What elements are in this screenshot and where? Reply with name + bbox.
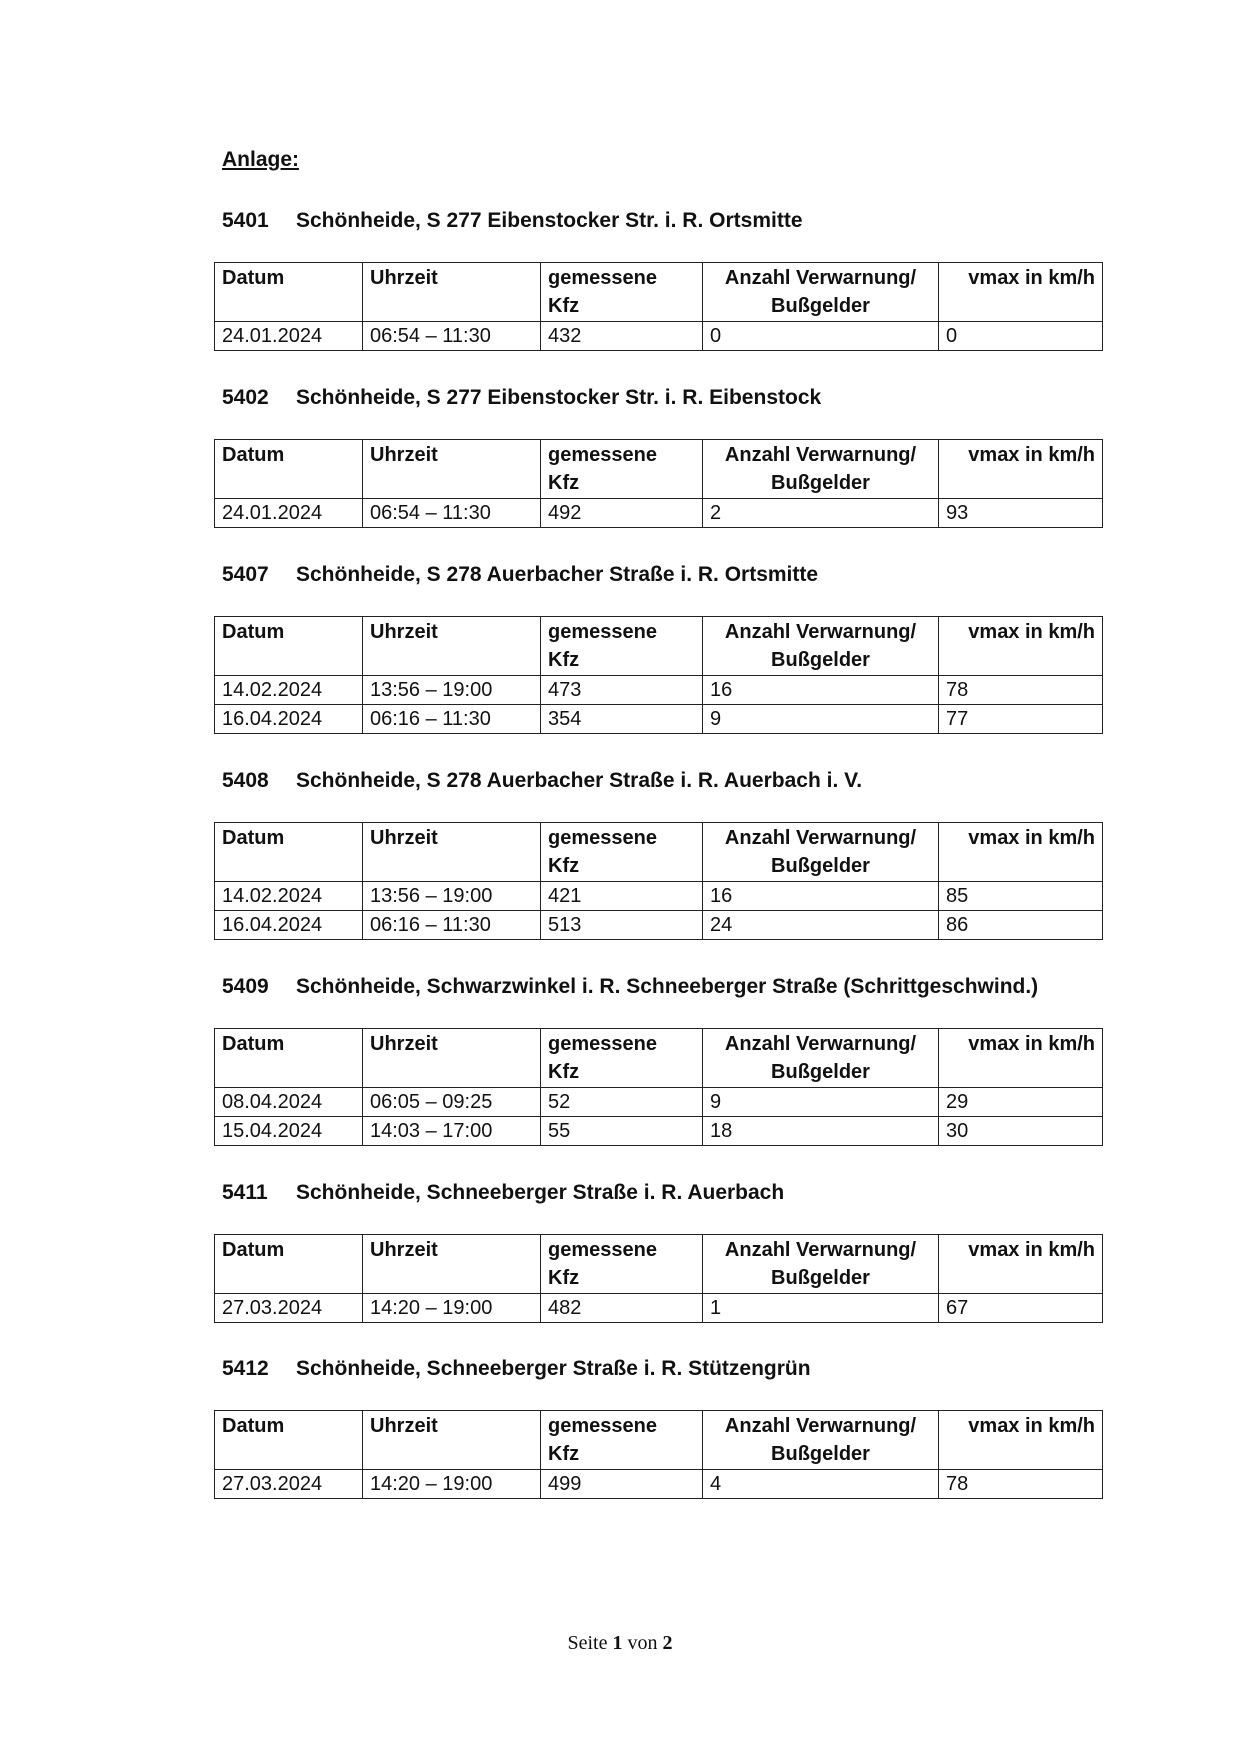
header-time: Uhrzeit: [363, 617, 541, 676]
cell-vmax: 30: [939, 1117, 1103, 1146]
header-warnings: [703, 440, 939, 499]
header-measured-line1: gemessene: [548, 1415, 657, 1437]
cell-time: 14:03 – 17:00: [363, 1117, 541, 1146]
cell-vmax: 86: [939, 911, 1103, 940]
section-location: Schönheide, Schneeberger Straße i. R. Stützengrün: [296, 1357, 811, 1380]
measurement-section: [214, 766, 1102, 940]
section-location: Schönheide, Schneeberger Straße i. R. Auerbach: [296, 1181, 785, 1204]
measurement-table: [214, 439, 1103, 528]
cell-date: 24.01.2024: [215, 322, 363, 351]
footer-middle: von: [627, 1632, 658, 1654]
section-location: Schönheide, Schwarzwinkel i. R. Schneeberger Straße (Schrittgeschwind.): [296, 975, 1039, 998]
cell-vmax: 29: [939, 1088, 1103, 1117]
cell-vmax: 78: [939, 676, 1103, 705]
header-vmax: vmax in km/h: [939, 1411, 1103, 1470]
header-warnings: [703, 1235, 939, 1294]
header-date: Datum: [215, 823, 363, 882]
cell-time: 06:05 – 09:25: [363, 1088, 541, 1117]
section-number: 5408: [222, 769, 269, 792]
measurement-table: [214, 1234, 1103, 1323]
cell-date: 14.02.2024: [215, 676, 363, 705]
cell-vmax: 67: [939, 1294, 1103, 1323]
header-measured-line2: Kfz: [548, 855, 580, 877]
header-measured-line1: gemessene: [548, 1239, 657, 1261]
header-warnings: [703, 1411, 939, 1470]
header-measured-line1: gemessene: [548, 827, 657, 849]
cell-warnings: 1: [703, 1294, 939, 1323]
cell-measured: 432: [541, 322, 703, 351]
cell-measured: 354: [541, 705, 703, 734]
header-warnings-line1: Anzahl Verwarnung/: [724, 1415, 917, 1437]
header-time: Uhrzeit: [363, 1029, 541, 1088]
section-title: [222, 766, 1102, 796]
header-time: Uhrzeit: [363, 263, 541, 322]
table-row: [215, 676, 1103, 705]
table-row: [215, 705, 1103, 734]
cell-warnings: 4: [703, 1470, 939, 1499]
cell-date: 27.03.2024: [215, 1294, 363, 1323]
cell-time: 06:16 – 11:30: [363, 705, 541, 734]
cell-measured: 55: [541, 1117, 703, 1146]
measurement-section: [214, 206, 1102, 351]
section-location: Schönheide, S 277 Eibenstocker Str. i. R. Eibenstock: [296, 386, 822, 409]
cell-time: 06:16 – 11:30: [363, 911, 541, 940]
cell-time: 13:56 – 19:00: [363, 882, 541, 911]
header-warnings-line1: Anzahl Verwarnung/: [724, 267, 917, 289]
table-row: [215, 1117, 1103, 1146]
header-measured: [541, 1235, 703, 1294]
footer-total-pages: 2: [662, 1632, 673, 1654]
cell-time: 14:20 – 19:00: [363, 1294, 541, 1323]
table-row: [215, 1294, 1103, 1323]
measurement-table: [214, 262, 1103, 351]
page-heading: Anlage:: [222, 148, 300, 171]
table-row: [215, 499, 1103, 528]
header-measured-line2: Kfz: [548, 649, 580, 671]
section-title: [222, 1354, 1102, 1384]
header-time: Uhrzeit: [363, 1411, 541, 1470]
measurement-section: [214, 1354, 1102, 1499]
table-row: [215, 322, 1103, 351]
table-header-row: [215, 1411, 1103, 1470]
header-vmax: vmax in km/h: [939, 440, 1103, 499]
cell-time: 06:54 – 11:30: [363, 322, 541, 351]
cell-date: 08.04.2024: [215, 1088, 363, 1117]
section-location: Schönheide, S 277 Eibenstocker Str. i. R. Ortsmitte: [296, 209, 803, 232]
section-title: [222, 972, 1102, 1002]
cell-measured: 421: [541, 882, 703, 911]
footer-prefix: Seite: [567, 1632, 608, 1654]
header-vmax: vmax in km/h: [939, 1029, 1103, 1088]
header-warnings-line2: Bußgelder: [771, 1443, 870, 1465]
header-warnings: [703, 617, 939, 676]
section-location: Schönheide, S 278 Auerbacher Straße i. R. Ortsmitte: [296, 563, 819, 586]
header-warnings-line1: Anzahl Verwarnung/: [724, 444, 917, 466]
table-row: [215, 882, 1103, 911]
cell-date: 16.04.2024: [215, 911, 363, 940]
header-vmax: vmax in km/h: [939, 823, 1103, 882]
cell-time: 13:56 – 19:00: [363, 676, 541, 705]
section-title: [222, 206, 1102, 236]
header-warnings-line2: Bußgelder: [771, 1061, 870, 1083]
header-measured-line2: Kfz: [548, 1061, 580, 1083]
section-number: 5407: [222, 563, 269, 586]
measurement-section: [214, 560, 1102, 734]
header-measured-line1: gemessene: [548, 1033, 657, 1055]
cell-warnings: 9: [703, 1088, 939, 1117]
cell-measured: 473: [541, 676, 703, 705]
cell-date: 14.02.2024: [215, 882, 363, 911]
section-number: 5411: [222, 1181, 268, 1204]
measurement-table: [214, 822, 1103, 940]
header-measured-line1: gemessene: [548, 444, 657, 466]
cell-vmax: 0: [939, 322, 1103, 351]
cell-date: 16.04.2024: [215, 705, 363, 734]
header-measured: [541, 617, 703, 676]
measurement-section: [214, 972, 1102, 1146]
header-date: Datum: [215, 1029, 363, 1088]
cell-measured: 513: [541, 911, 703, 940]
measurement-section: [214, 383, 1102, 528]
table-header-row: [215, 263, 1103, 322]
table-row: [215, 1088, 1103, 1117]
section-number: 5401: [222, 209, 269, 232]
cell-time: 14:20 – 19:00: [363, 1470, 541, 1499]
header-date: Datum: [215, 1411, 363, 1470]
header-warnings-line2: Bußgelder: [771, 649, 870, 671]
header-warnings-line1: Anzahl Verwarnung/: [724, 1033, 917, 1055]
cell-warnings: 16: [703, 676, 939, 705]
table-row: [215, 911, 1103, 940]
cell-warnings: 0: [703, 322, 939, 351]
table-header-row: [215, 823, 1103, 882]
measurement-section: [214, 1178, 1102, 1323]
measurement-table: [214, 616, 1103, 734]
header-measured-line1: gemessene: [548, 621, 657, 643]
header-measured: [541, 263, 703, 322]
cell-warnings: 16: [703, 882, 939, 911]
cell-date: 27.03.2024: [215, 1470, 363, 1499]
table-header-row: [215, 1029, 1103, 1088]
header-warnings-line1: Anzahl Verwarnung/: [724, 1239, 917, 1261]
section-title: [222, 560, 1102, 590]
measurement-table: [214, 1410, 1103, 1499]
header-time: Uhrzeit: [363, 823, 541, 882]
header-time: Uhrzeit: [363, 440, 541, 499]
section-number: 5412: [222, 1357, 269, 1380]
cell-measured: 492: [541, 499, 703, 528]
header-measured-line2: Kfz: [548, 1443, 580, 1465]
header-warnings: [703, 823, 939, 882]
measurement-table: [214, 1028, 1103, 1146]
section-title: [222, 383, 1102, 413]
header-measured: [541, 1029, 703, 1088]
cell-time: 06:54 – 11:30: [363, 499, 541, 528]
cell-measured: 52: [541, 1088, 703, 1117]
table-header-row: [215, 1235, 1103, 1294]
header-vmax: vmax in km/h: [939, 617, 1103, 676]
header-measured-line1: gemessene: [548, 267, 657, 289]
cell-warnings: 9: [703, 705, 939, 734]
table-row: [215, 1470, 1103, 1499]
header-warnings-line2: Bußgelder: [771, 1267, 870, 1289]
section-number: 5409: [222, 975, 269, 998]
cell-vmax: 85: [939, 882, 1103, 911]
cell-date: 24.01.2024: [215, 499, 363, 528]
footer-current-page: 1: [612, 1632, 623, 1654]
header-measured: [541, 1411, 703, 1470]
header-measured: [541, 440, 703, 499]
header-date: Datum: [215, 263, 363, 322]
cell-warnings: 18: [703, 1117, 939, 1146]
cell-warnings: 2: [703, 499, 939, 528]
cell-measured: 499: [541, 1470, 703, 1499]
header-measured: [541, 823, 703, 882]
header-measured-line2: Kfz: [548, 472, 580, 494]
cell-vmax: 77: [939, 705, 1103, 734]
header-warnings-line1: Anzahl Verwarnung/: [724, 827, 917, 849]
section-number: 5402: [222, 386, 269, 409]
header-measured-line2: Kfz: [548, 1267, 580, 1289]
cell-vmax: 78: [939, 1470, 1103, 1499]
section-location: Schönheide, S 278 Auerbacher Straße i. R. Auerbach i. V.: [296, 769, 863, 792]
cell-warnings: 24: [703, 911, 939, 940]
header-warnings-line1: Anzahl Verwarnung/: [724, 621, 917, 643]
table-header-row: [215, 617, 1103, 676]
cell-measured: 482: [541, 1294, 703, 1323]
header-measured-line2: Kfz: [548, 295, 580, 317]
section-title: [222, 1178, 1102, 1208]
header-vmax: vmax in km/h: [939, 263, 1103, 322]
table-header-row: [215, 440, 1103, 499]
header-date: Datum: [215, 617, 363, 676]
header-warnings-line2: Bußgelder: [771, 472, 870, 494]
cell-date: 15.04.2024: [215, 1117, 363, 1146]
header-date: Datum: [215, 440, 363, 499]
header-date: Datum: [215, 1235, 363, 1294]
header-vmax: vmax in km/h: [939, 1235, 1103, 1294]
cell-vmax: 93: [939, 499, 1103, 528]
header-time: Uhrzeit: [363, 1235, 541, 1294]
header-warnings: [703, 263, 939, 322]
header-warnings: [703, 1029, 939, 1088]
header-warnings-line2: Bußgelder: [771, 855, 870, 877]
header-warnings-line2: Bußgelder: [771, 295, 870, 317]
page-footer: [0, 1632, 1240, 1655]
